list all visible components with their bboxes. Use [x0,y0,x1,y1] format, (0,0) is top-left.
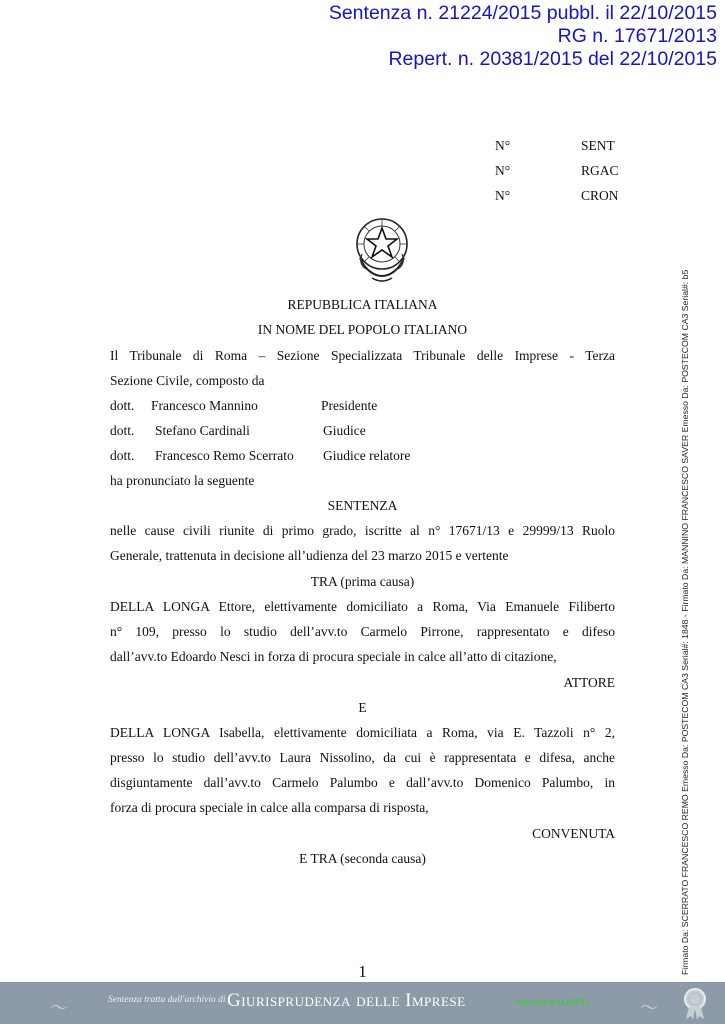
causes-line-1: nelle cause civili riunite di primo grado, iscritte al n° 17671/13 e 29999/13 Ruolo [110,523,615,538]
e-separator: E [358,700,367,715]
causes-line-2: Generale, trattenuta in decisione all’udienza del 23 marzo 2015 e vertente [110,548,509,563]
judge-row-relatore [110,448,411,464]
number-label: N° [495,138,511,153]
number-label: N° [495,163,511,178]
republic-heading: REPUBBLICA ITALIANA [287,297,438,312]
number-value: SENT [581,138,615,153]
pronounced-line: ha pronunciato la seguente [110,473,255,488]
tribunal-line-2: Sezione Civile, composto da [110,373,265,388]
tra-prima-causa: TRA (prima causa) [310,574,415,589]
number-row-cron [495,188,625,213]
sentenza-heading: SENTENZA [327,498,398,513]
judge-title: dott. [110,423,135,438]
number-value: RGAC [581,163,619,178]
stamp-rg: RG n. 17671/2013 [557,25,717,47]
footer-link[interactable]: http://bit.ly/1LB0FD [516,997,589,1007]
digital-signature-band: Firmato Da: SCERRATO FRANCESCO REMO Emesso Da: POSTECOM CA3 Serial#: 1848 - Firmato Da: MANNINO FRANCESCO SAVER Emesso Da: POSTECOM CA3 Serial#: b5 [680,269,690,975]
registry-numbers [495,138,625,213]
party-2-line-1: DELLA LONGA Isabella, elettivamente domiciliata a Roma, via E. Tazzoli n° 2, [110,725,615,740]
judge-row-president [110,398,378,414]
archive-footer [0,982,725,1024]
number-row-rgac [495,163,625,188]
judge-name: Francesco Remo Scerrato [155,448,294,463]
number-row-sent [495,138,625,163]
publication-stamp [329,2,717,71]
award-seal-icon [680,986,710,1020]
judge-role: Giudice relatore [323,448,411,463]
stamp-sentenza: Sentenza n. 21224/2015 pubbl. il 22/10/2015 [328,2,717,24]
party-2-line-4: forza di procura speciale in calce alla comparsa di risposta, [110,800,429,815]
party-1-line-1: DELLA LONGA Ettore, elettivamente domiciliato a Roma, Via Emanuele Filiberto [110,599,615,614]
judge-role: Presidente [321,398,378,413]
footer-archive-text: Sentenza tratta dall'archivio di [108,995,226,1005]
party-1-line-3: dall’avv.to Edoardo Nesci in forza di procura speciale in calce all’atto di citazione, [110,649,557,664]
judge-name: Francesco Mannino [151,398,258,413]
party-2-line-3: disgiuntamente dall’avv.to Carmelo Palumbo e dall’avv.to Domenico Palumbo, in [110,775,615,790]
footer-archive-title: Giurisprudenza delle Imprese [227,990,466,1011]
convenuta-label: CONVENUTA [532,826,615,841]
tribunal-line-1: Il Tribunale di Roma – Sezione Specializzata Tribunale delle Imprese - Terza [110,348,615,363]
ornament-icon: 〜 [50,998,68,1018]
judge-title: dott. [110,398,135,413]
stamp-repert: Repert. n. 20381/2015 del 22/10/2015 [388,48,717,70]
number-value: CRON [581,188,619,203]
party-2-line-2: presso lo studio dell’avv.to Laura Nissolino, da cui è rappresentata e difesa, anche [110,750,615,765]
judge-role: Giudice [323,423,366,438]
judge-title: dott. [110,448,135,463]
party-1-line-2: n° 109, presso lo studio dell’avv.to Carmelo Pirrone, rappresentato e difeso [110,624,615,639]
tra-seconda-causa: E TRA (seconda causa) [299,851,426,866]
people-heading: IN NOME DEL POPOLO ITALIANO [257,322,468,337]
attore-label: ATTORE [563,675,615,690]
ornament-icon: 〜 [640,998,658,1018]
svg-text:—: — [380,279,384,284]
italian-republic-emblem-icon [352,214,412,286]
number-label: N° [495,188,511,203]
judge-row-giudice [110,423,366,439]
judge-name: Stefano Cardinali [155,423,250,438]
page-number: 1 [358,962,367,981]
